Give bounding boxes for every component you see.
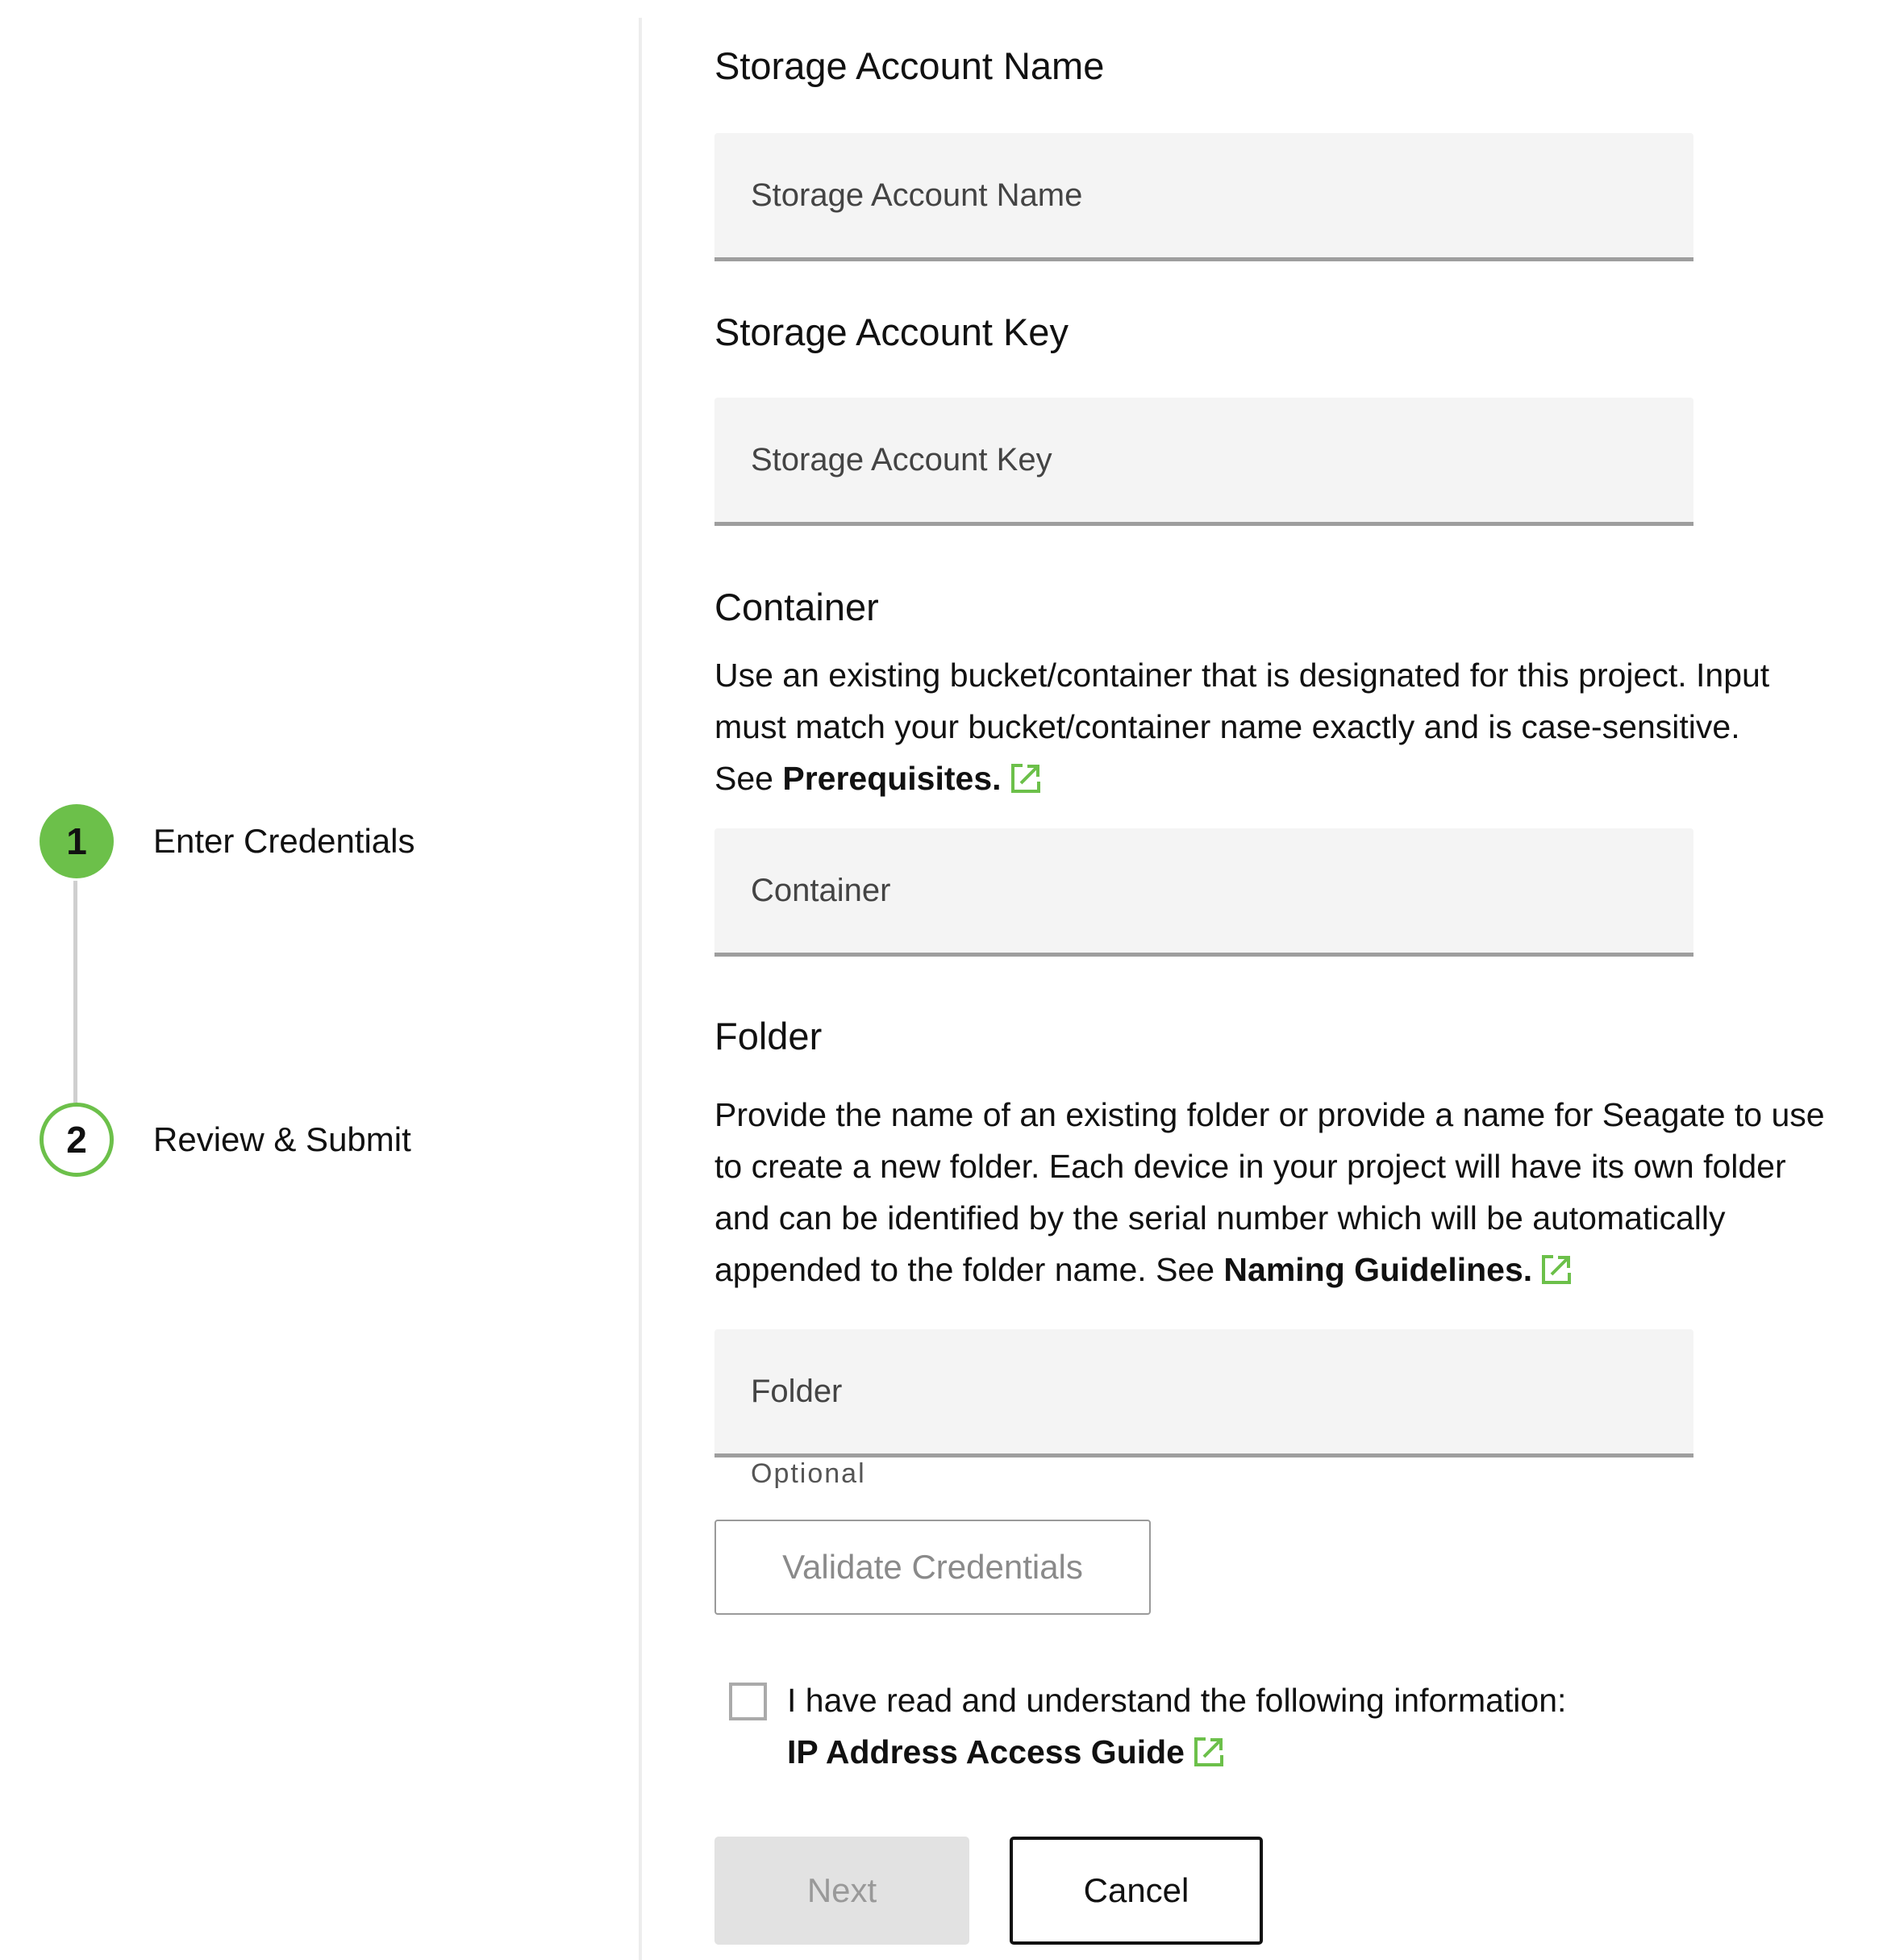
next-button[interactable]: Next xyxy=(714,1837,969,1945)
description-line: Use an existing bucket/container that is designated for this project. Input xyxy=(714,657,1770,694)
ip-address-access-guide-link[interactable]: IP Address Access Guide xyxy=(787,1733,1185,1770)
ip-access-guide-link-row xyxy=(787,1733,1225,1771)
external-link-icon[interactable] xyxy=(1540,1253,1573,1286)
storage-account-name-input[interactable] xyxy=(714,133,1693,257)
folder-label: Folder xyxy=(714,1015,823,1057)
container-field[interactable] xyxy=(714,828,1693,957)
external-link-icon[interactable] xyxy=(1193,1736,1225,1768)
step-2-indicator xyxy=(40,1103,114,1177)
folder-helper-text: Optional xyxy=(751,1458,866,1489)
step-1-indicator xyxy=(40,804,114,878)
step-number: 2 xyxy=(66,1119,87,1161)
storage-account-name-field[interactable] xyxy=(714,133,1693,261)
folder-description xyxy=(714,1089,1825,1295)
stepper-connector xyxy=(73,881,77,1103)
description-line: Provide the name of an existing folder or provide a name for Seagate to use xyxy=(714,1096,1825,1133)
panel-divider xyxy=(639,18,642,1960)
folder-field[interactable] xyxy=(714,1329,1693,1457)
naming-guidelines-link[interactable]: Naming Guidelines. xyxy=(1223,1251,1533,1288)
storage-account-key-label: Storage Account Key xyxy=(714,311,1069,353)
storage-account-key-input[interactable] xyxy=(714,398,1693,522)
storage-account-key-field[interactable] xyxy=(714,398,1693,526)
external-link-icon[interactable] xyxy=(1010,762,1042,794)
description-line: to create a new folder. Each device in your project will have its own folder xyxy=(714,1148,1786,1185)
description-line: appended to the folder name. See xyxy=(714,1251,1224,1288)
step-2-label: Review & Submit xyxy=(153,1120,411,1158)
acknowledge-checkbox[interactable] xyxy=(729,1683,767,1720)
cancel-button[interactable]: Cancel xyxy=(1010,1837,1263,1945)
validate-credentials-button[interactable]: Validate Credentials xyxy=(714,1520,1151,1615)
description-line: and can be identified by the serial number which will be automatically xyxy=(714,1199,1726,1236)
container-label: Container xyxy=(714,586,879,628)
see-text: See xyxy=(714,760,783,797)
container-input[interactable] xyxy=(714,828,1693,953)
step-1-label: Enter Credentials xyxy=(153,822,415,860)
step-number: 1 xyxy=(66,820,87,862)
acknowledge-text: I have read and understand the following information: xyxy=(787,1682,1567,1719)
storage-account-name-label: Storage Account Name xyxy=(714,44,1105,87)
container-description xyxy=(714,649,1769,804)
folder-input[interactable] xyxy=(714,1329,1693,1453)
description-line: must match your bucket/container name exactly and is case-sensitive. xyxy=(714,708,1740,745)
prerequisites-link[interactable]: Prerequisites. xyxy=(782,760,1002,797)
